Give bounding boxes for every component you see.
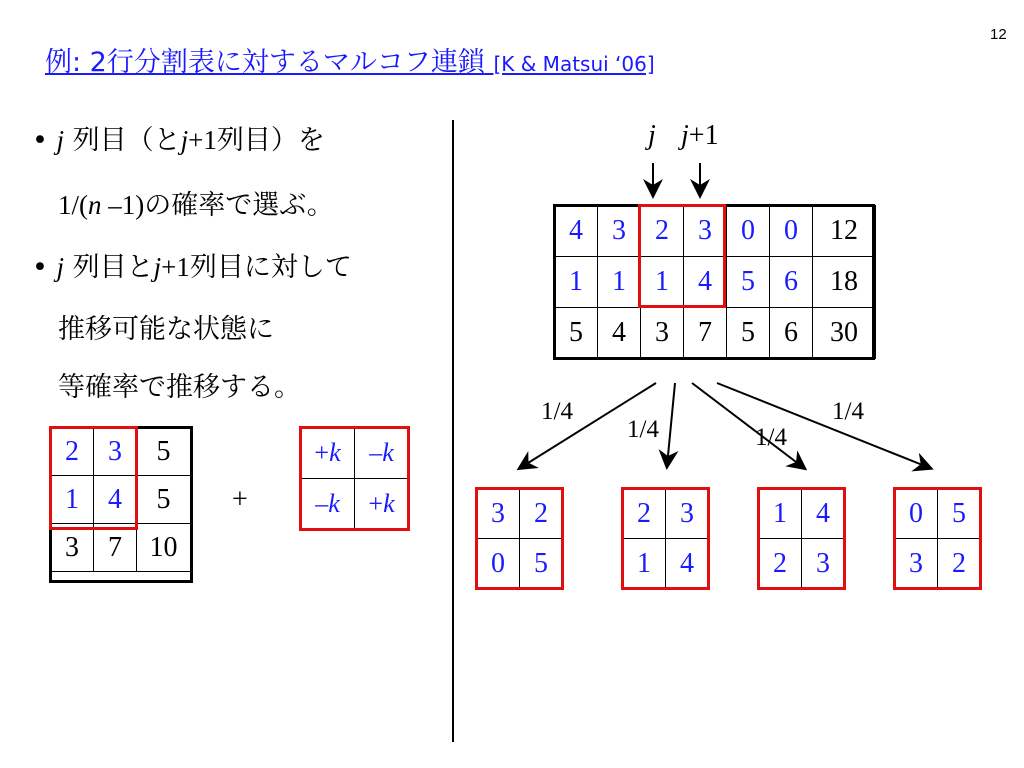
table-cell: 3 <box>598 206 641 257</box>
table-cell: 0 <box>727 206 770 257</box>
bullet-dot: • <box>32 252 48 283</box>
bullet-2-line-2: 推移可能な状態に <box>58 314 274 345</box>
prob-label: 1/4 <box>627 416 659 443</box>
table-cell: 4 <box>802 489 845 539</box>
table-cell: 0 <box>477 539 520 589</box>
var-j-plus-1: j+1 <box>153 252 190 282</box>
table-cell: 2 <box>641 206 684 257</box>
table-cell: 3 <box>477 489 520 539</box>
var-j: j <box>56 125 65 155</box>
table-cell: 5 <box>938 489 981 539</box>
result-table-border <box>621 487 710 590</box>
col-label-j: j <box>648 120 656 151</box>
result-table-border <box>757 487 846 590</box>
bullet-1-text-b: 列目）を <box>216 125 325 156</box>
main-table-highlight <box>638 204 726 308</box>
transition-arrow <box>667 383 675 466</box>
prob-label: 1/4 <box>832 398 864 425</box>
result-table-border <box>893 487 982 590</box>
title-citation: [K & Matsui ‘06] <box>493 52 655 76</box>
table-cell: 4 <box>94 476 137 524</box>
table-cell: –k <box>301 479 355 530</box>
slide-number: 12 <box>990 26 1007 43</box>
table-cell: 2 <box>938 539 981 589</box>
table-cell: 6 <box>770 308 813 359</box>
table-cell: 1 <box>759 489 802 539</box>
title-text: 例: 2行分割表に対するマルコフ連鎖 <box>45 47 485 78</box>
var-j: j <box>56 252 65 282</box>
table-cell: 3 <box>51 524 94 572</box>
prob-label: 1/4 <box>541 398 573 425</box>
table-cell: 3 <box>94 428 137 476</box>
table-cell: 1 <box>623 539 666 589</box>
bullet-dot: • <box>32 125 48 156</box>
table-cell: 10 <box>137 524 191 572</box>
bullet-2-text-b: 列目に対して <box>189 252 352 283</box>
table-cell: 30 <box>813 308 876 359</box>
table-cell: 5 <box>137 428 191 476</box>
table-cell: 4 <box>684 257 727 308</box>
table-cell: 7 <box>684 308 727 359</box>
table-cell: 0 <box>895 489 938 539</box>
table-cell: +k <box>301 428 355 479</box>
table-cell: 3 <box>802 539 845 589</box>
table-cell: 2 <box>623 489 666 539</box>
table-cell: 2 <box>51 428 94 476</box>
prob-expr: 1/(n –1) <box>58 190 145 220</box>
table-cell: 1 <box>555 257 598 308</box>
table-cell: 1 <box>641 257 684 308</box>
var-j-plus-1: j+1 <box>180 125 217 155</box>
plus-sign: + <box>232 484 248 515</box>
table-cell: 3 <box>895 539 938 589</box>
table-cell: 4 <box>598 308 641 359</box>
table-cell: 5 <box>727 257 770 308</box>
table-cell: –k <box>355 428 409 479</box>
table-cell: 5 <box>520 539 563 589</box>
col-label-j-plus-1: j+1 <box>681 120 719 151</box>
bullet-1-text-a: 列目（と <box>64 125 181 156</box>
table-cell: 3 <box>641 308 684 359</box>
table-cell: 2 <box>759 539 802 589</box>
table-cell: 3 <box>684 206 727 257</box>
result-table-border <box>475 487 564 590</box>
table-cell: 18 <box>813 257 876 308</box>
table-cell: 4 <box>666 539 709 589</box>
table-cell: 3 <box>666 489 709 539</box>
table-cell: 5 <box>137 476 191 524</box>
table-cell: 4 <box>555 206 598 257</box>
table-cell: 5 <box>727 308 770 359</box>
table-cell: 7 <box>94 524 137 572</box>
bullet-2-line-3: 等確率で推移する。 <box>58 372 301 403</box>
table-cell: 1 <box>51 476 94 524</box>
prob-label: 1/4 <box>755 424 787 451</box>
table-cell: 0 <box>770 206 813 257</box>
table-cell: +k <box>355 479 409 530</box>
table-cell: 6 <box>770 257 813 308</box>
bullet-1-line-2-text: の確率で選ぶ。 <box>144 190 334 221</box>
table-cell: 1 <box>598 257 641 308</box>
table-cell: 5 <box>555 308 598 359</box>
table-cell: 2 <box>520 489 563 539</box>
table-cell: 12 <box>813 206 876 257</box>
bullet-2-text-a: 列目と <box>64 252 154 283</box>
